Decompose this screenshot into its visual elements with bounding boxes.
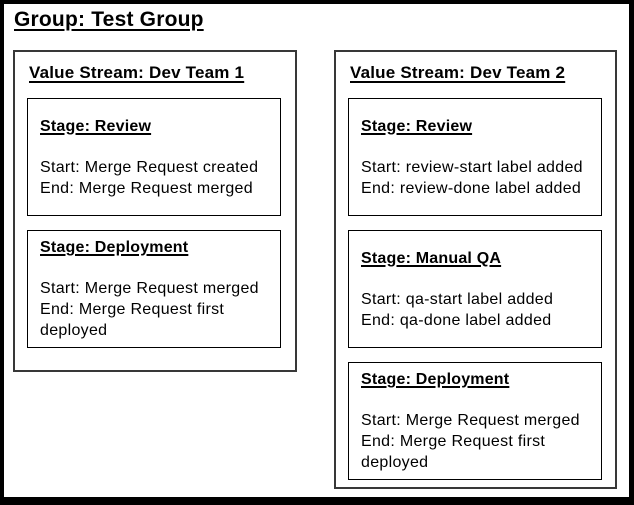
stage-title: Stage: Manual QA xyxy=(361,249,502,267)
stage-title: Stage: Deployment xyxy=(361,371,510,388)
stage-start-event: Start: Merge Request created xyxy=(40,158,259,176)
stage-end-event: End: qa-done label added xyxy=(361,311,552,329)
value-stream-title: Value Stream: Dev Team 1 xyxy=(29,63,245,82)
stage-title: Stage: Review xyxy=(361,117,473,135)
value-stream-title: Value Stream: Dev Team 2 xyxy=(350,63,566,82)
value-stream-box-dev-team-1 xyxy=(13,50,297,372)
stage-box-deployment xyxy=(348,362,602,480)
stage-box-review xyxy=(27,98,281,216)
stage-end-event: End: Merge Request merged xyxy=(40,179,253,197)
stage-start-event: Start: review-start label added xyxy=(361,158,583,176)
stage-start-event: Start: Merge Request merged xyxy=(361,412,580,429)
stage-end-event: End: review-done label added xyxy=(361,179,582,197)
stage-title: Stage: Review xyxy=(40,117,152,135)
stage-end-event: End: Merge Request first deployed xyxy=(40,301,225,339)
stage-title: Stage: Deployment xyxy=(40,239,189,256)
stage-box-manual-qa xyxy=(348,230,602,348)
stage-box-review xyxy=(348,98,602,216)
group-title: Group: Test Group xyxy=(14,8,204,31)
value-stream-box-dev-team-2 xyxy=(334,50,617,489)
stage-end-event: End: Merge Request first deployed xyxy=(361,433,546,471)
stage-start-event: Start: Merge Request merged xyxy=(40,280,259,297)
stage-box-deployment xyxy=(27,230,281,348)
stage-start-event: Start: qa-start label added xyxy=(361,290,554,308)
